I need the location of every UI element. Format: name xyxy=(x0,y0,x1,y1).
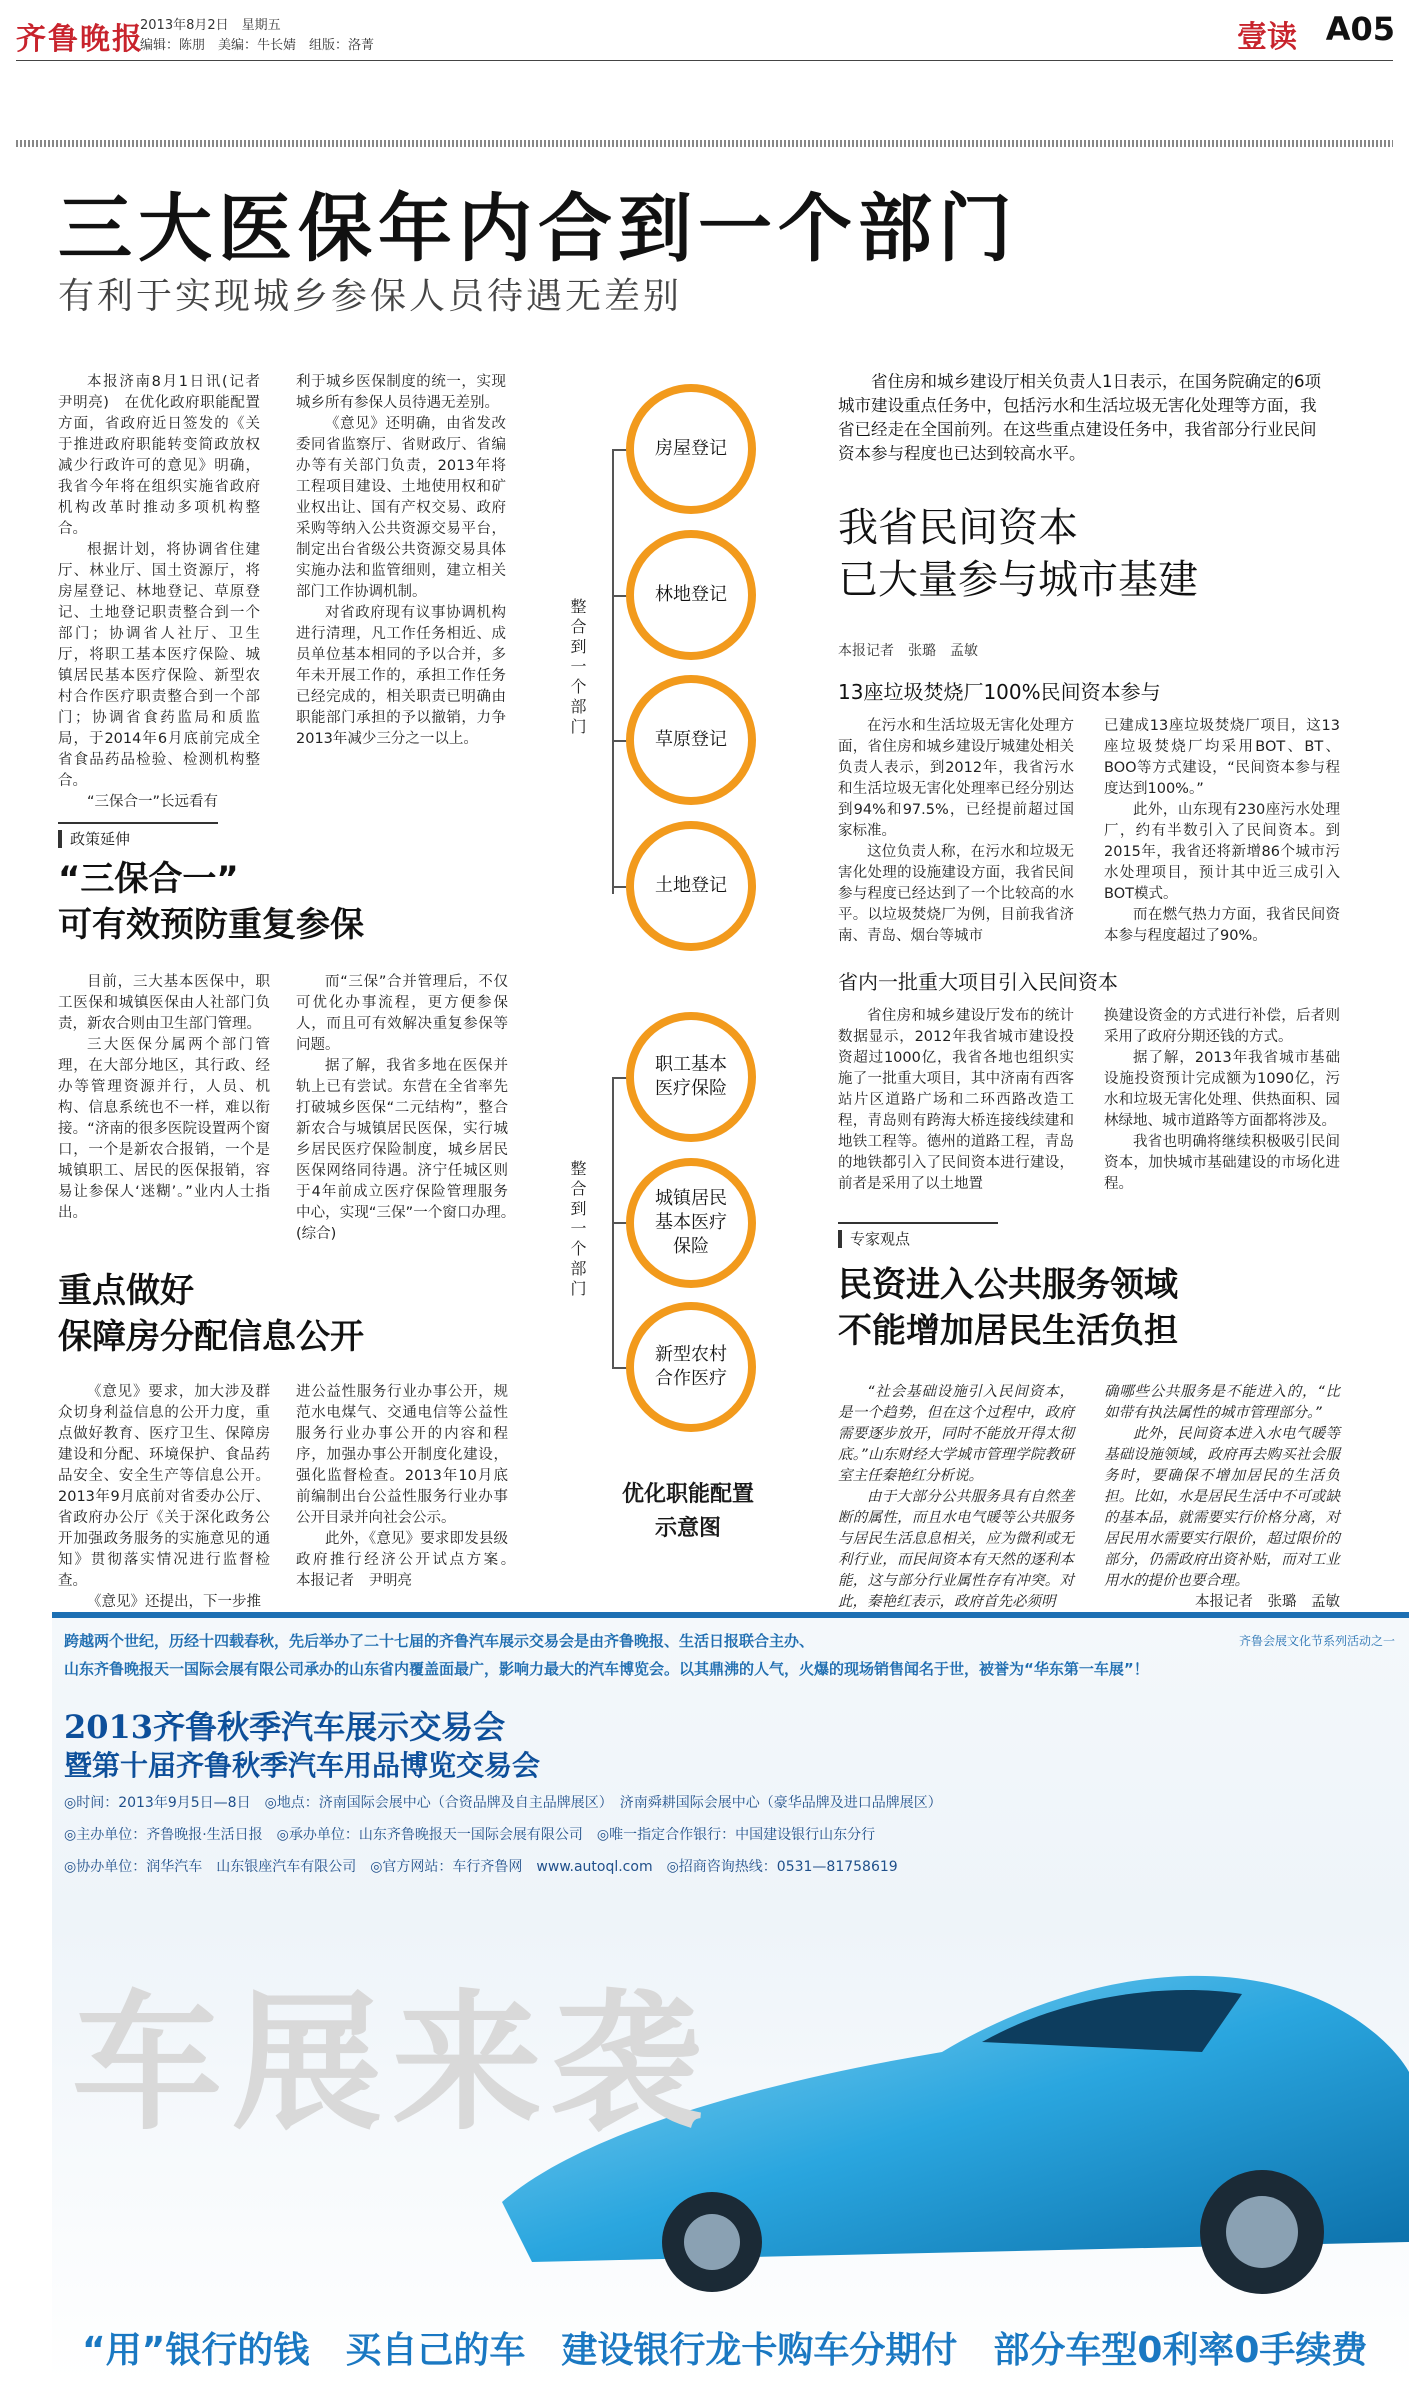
right-sub1-col1 xyxy=(838,716,1074,947)
paragraph: 我省也明确将继续积极吸引民间资本，加快城市基础建设的市场化进程。 xyxy=(1104,1134,1340,1192)
circle-employee-medical-insurance xyxy=(626,1012,756,1142)
ad-info-contact: ◎协办单位：润华汽车 山东银座汽车有限公司 ◎官方网站：车行齐鲁网 www.autoql.com ◎招商咨询热线：0531—81758619 xyxy=(64,1859,898,1875)
circle-forest-land-registration: 林地登记 xyxy=(626,530,756,660)
circle-line: 职工基本 xyxy=(655,1054,727,1075)
right-title-line1: 我省民间资本 xyxy=(838,505,1078,551)
sec3-title-line1: 重点做好 xyxy=(58,1271,194,1311)
bracket-group-1 xyxy=(612,450,636,894)
caption-line1: 优化职能配置 xyxy=(621,1482,754,1507)
group2-label: 整合到一个部门 xyxy=(568,1160,587,1300)
sec3-col-1 xyxy=(58,1382,270,1613)
circle-housing-registration: 房屋登记 xyxy=(626,384,756,514)
page-number: A05 xyxy=(1325,10,1395,48)
expert-title-line2: 不能增加居民生活负担 xyxy=(838,1311,1178,1351)
ad-intro-line1: 跨越两个世纪，历经十四载春秋，先后举办了二十七届的齐鲁汽车展示交易会是由齐鲁晚报、生活日报联合主办、 xyxy=(64,1632,815,1650)
ad-bottom-slogan: “用”银行的钱 买自己的车 建设银行龙卡购车分期付 部分车型0利率0手续费 xyxy=(82,2330,1368,2371)
ad-title-1: 2013齐鲁秋季汽车展示交易会 xyxy=(64,1708,506,1746)
subhead-incineration: 13座垃圾焚烧厂100%民间资本参与 xyxy=(838,680,1161,704)
paragraph: 进公益性服务行业办事公开，规范水电煤气、交通电信等公益性服务行业办事公开的内容和程序，加强办事公开制度化建设，强化监督检查。2013年10月底前编制出台公益性服务行业办事公开目录并向社会公示。 xyxy=(296,1384,508,1526)
ad-info-organizers: ◎主办单位：齐鲁晚报·生活日报 ◎承办单位：山东齐鲁晚报天一国际会展有限公司 ◎唯一指定合作银行：中国建设银行山东分行 xyxy=(64,1827,876,1843)
sec2-title xyxy=(58,856,364,948)
article-col-1 xyxy=(58,372,275,813)
caption-line2: 示意图 xyxy=(654,1516,721,1541)
circle-line: 新型农村 xyxy=(655,1344,727,1365)
paragraph: 《意见》还明确，由省发改委同省监察厅、省财政厅、省编办等有关部门负责，2013年将工程项目建设、土地使用权和矿业权出让、国有产权交易、政府采购等纳入公共资源交易平台，制定出台省级公共资源交易具体实施办法和监管细则，建立相关部门工作协调机制。 xyxy=(296,416,506,600)
paragraph: 本报济南8月1日讯(记者 尹明亮) 在优化政府职能配置方面，省政府近日签发的《关于推进政府职能转变简政放权减少行政许可的意见》明确，我省今年将在组织实施省政府机构改革时推动多项机构整合。 xyxy=(58,374,275,537)
paragraph: 由于大部分公共服务具有自然垄断的属性，而且水电气暖等公共服务与居民生活息息相关，应为微利或无利行业，而民间资本有天然的逐利本能，这与部分行业属性存有冲突。对此，秦艳红表示，政府首先必须明 xyxy=(838,1489,1074,1610)
paragraph: 据了解，我省多地在医保并轨上已有尝试。东营在全省率先打破城乡医保“二元结构”，整合新农合与城镇居民医保，实行城乡居民医疗保险制度，城乡居民医保网络同待遇。济宁任城区则于4年前成立医疗保险管理服务中心，实现“三保”一个窗口办理。 (综合) xyxy=(296,1058,523,1242)
top-rule xyxy=(16,60,1393,61)
masthead-meta xyxy=(140,16,374,56)
paragraph: 利于城乡医保制度的统一，实现城乡所有参保人员待遇无差别。 xyxy=(296,374,506,411)
editor-credits: 编辑：陈朋 美编：牛长婧 组版：洛菁 xyxy=(140,38,375,53)
sec2-title-line2: 可有效预防重复参保 xyxy=(58,905,364,945)
right-intro: 省住房和城乡建设厅相关负责人1日表示，在国务院确定的6项城市建设重点任务中，包括污水和生活垃圾无害化处理等方面，我省已经走在全国前列。在这些重点建设任务中，我省部分行业民间资本参与程度也已达到较高水平。 xyxy=(838,372,1321,463)
paragraph: 已建成13座垃圾焚烧厂项目，这13座垃圾焚烧厂均采用BOT、BT、BOO等方式建设，“民间资本参与程度达到100%。” xyxy=(1104,718,1340,797)
main-subhead: 有利于实现城乡参保人员待遇无差别 xyxy=(58,276,683,317)
expert-title-line1: 民资进入公共服务领域 xyxy=(838,1265,1178,1305)
ad-big-slogan: 车展来袭 xyxy=(72,1975,713,2151)
paragraph: 《意见》要求，加大涉及群众切身利益信息的公开力度，重点做好教育、医疗卫生、保障房建设和分配、环境保护、食品药品安全、安全生产等信息公开。2013年9月底前对省委办公厅、省政府办公厅《关于深化政务公开加强政务服务的实施意见的通知》贯彻落实情况进行监督检查。 xyxy=(58,1384,270,1589)
sec2-title-line1: “三保合一” xyxy=(58,859,239,899)
paragraph: 省住房和城乡建设厅发布的统计数据显示，2012年我省城市建设投资超过1000亿，我省各地也组织实施了一批重大项目，其中济南有西客站片区道路广场和二环西路改造工程，青岛则有跨海大桥连接线续建和地铁工程等。德州的道路工程，青岛的地铁都引入了民间资本进行建设，前者是采用了以土地置 xyxy=(838,1008,1074,1192)
right-sub2-col1 xyxy=(838,1006,1074,1195)
ad-title-2: 暨第十届齐鲁秋季汽车用品博览交易会 xyxy=(64,1749,541,1782)
newspaper-logo: 齐鲁晚报 xyxy=(16,22,144,57)
policy-extension-label: 政策延伸 xyxy=(58,822,218,849)
sec3-title-line2: 保障房分配信息公开 xyxy=(58,1317,364,1357)
circle-line: 合作医疗 xyxy=(655,1368,727,1389)
right-byline: 本报记者 张璐 孟敏 xyxy=(838,643,978,659)
paragraph: 此外，山东现有230座污水处理厂，约有半数引入了民间资本。到2015年，我省还将新增86个城市污水处理项目，预计其中近三成引入BOT模式。 xyxy=(1104,802,1340,902)
circle-grassland-registration: 草原登记 xyxy=(626,675,756,805)
paragraph: 换建设资金的方式进行补偿，后者则采用了政府分期还钱的方式。 xyxy=(1104,1008,1340,1045)
right-sub2-col2 xyxy=(1104,1006,1340,1195)
issue-date: 2013年8月2日 星期五 xyxy=(140,18,281,33)
paragraph: 三大医保分属两个部门管理，在大部分地区，其行政、经办等管理资源并行，人员、机构、信息系统也不一样，难以衔接。“济南的很多医院设置两个窗口，一个是新农合报销，一个是城镇职工、居民的医保报销，容易让参保人‘迷糊’。”业内人士指出。 xyxy=(58,1037,270,1221)
paragraph: 确哪些公共服务是不能进入的，“比如带有执法属性的城市管理部分。” xyxy=(1104,1384,1340,1421)
sec3-col-2 xyxy=(296,1382,537,1592)
paragraph: 目前，三大基本医保中，职工医保和城镇医保由人社部门负责，新农合则由卫生部门管理。 xyxy=(58,974,270,1032)
sec2-col-2 xyxy=(296,972,523,1245)
dotted-rule xyxy=(16,140,1393,147)
circle-rural-cooperative-medical xyxy=(626,1302,756,1432)
car-expo-advertisement[interactable] xyxy=(52,1612,1409,2383)
sec2-col-1 xyxy=(58,972,270,1224)
group1-label: 整合到一个部门 xyxy=(568,598,587,738)
right-title xyxy=(838,502,1198,606)
paragraph: “社会基础设施引入民间资本，是一个趋势，但在这个过程中，政府需要逐步放开，同时不能放开得太彻底。”山东财经大学城市管理学院教研室主任秦艳红分析说。 xyxy=(838,1384,1074,1484)
circle-line: 保险 xyxy=(673,1236,709,1257)
expert-col1 xyxy=(838,1382,1074,1613)
byline: 本报记者 张璐 孟敏 xyxy=(1195,1594,1340,1610)
sec3-title xyxy=(58,1268,364,1360)
paragraph: “三保合一”长远看有 xyxy=(87,794,219,810)
circle-line: 城镇居民 xyxy=(655,1188,727,1209)
paragraph: 这位负责人称，在污水和垃圾无害化处理的设施建设方面，我省民间参与程度已经达到了一个比较高的水平。以垃圾焚烧厂为例，目前我省济南、青岛、烟台等城市 xyxy=(838,844,1074,944)
ad-info-time-place: ◎时间：2013年9月5日—8日 ◎地点：济南国际会展中心（合资品牌及自主品牌展区） 济南舜耕国际会展中心（豪华品牌及进口品牌展区） xyxy=(64,1795,942,1811)
circle-urban-resident-insurance xyxy=(626,1158,756,1288)
section-label: 壹读 xyxy=(1237,20,1297,55)
paragraph: 而在燃气热力方面，我省民间资本参与程度超过了90%。 xyxy=(1104,907,1340,944)
ad-intro-line2: 山东齐鲁晚报天一国际会展有限公司承办的山东省内覆盖面最广，影响力最大的汽车博览会。以其鼎沸的人气，火爆的现场销售闻名于世，被誉为“华东第一车展”！ xyxy=(64,1660,1149,1678)
paragraph: 而“三保”合并管理后，不仅可优化办事流程，更方便参保人，而且可有效解决重复参保等问题。 xyxy=(296,974,508,1053)
ad-top-bar xyxy=(52,1612,1409,1618)
expert-title xyxy=(838,1262,1178,1354)
circle-line: 医疗保险 xyxy=(655,1078,727,1099)
diagram-caption xyxy=(570,1478,806,1546)
paragraph: 对省政府现有议事协调机构进行清理，凡工作任务相近、成员单位基本相同的予以合并，多年未开展工作的，承担工作任务已经完成的，相关职责已明确由职能部门承担的予以撤销，力争2013年减少三分之一以上。 xyxy=(296,605,506,747)
circle-land-registration: 土地登记 xyxy=(626,821,756,951)
ad-series-label: 齐鲁会展文化节系列活动之一 xyxy=(1238,1634,1395,1648)
article-col-2 xyxy=(296,372,506,750)
expert-col2 xyxy=(1104,1382,1340,1613)
paragraph: 《意见》还提出，下一步推 xyxy=(87,1594,261,1610)
paragraph: 据了解，2013年我省城市基础设施投资预计完成额为1090亿，污水和垃圾无害化处理、供热面积、园林绿地、城市道路等方面都将涉及。 xyxy=(1104,1050,1340,1129)
right-sub1-col2 xyxy=(1104,716,1340,947)
paragraph: 根据计划，将协调省住建厅、林业厅、国土资源厅，将房屋登记、林地登记、草原登记、土地登记职责整合到一个部门；协调省人社厅、卫生厅，将职工基本医疗保险、城镇居民基本医疗保险、新型农村合作医疗职责整合到一个部门；协调省食药监局和质监局，于2014年6月底前完成全省食品药品检验、检测机构整合。 xyxy=(58,542,260,789)
right-title-line2: 已大量参与城市基建 xyxy=(838,557,1198,603)
paragraph: 此外，《意见》要求即发县级政府推行经济公开试点方案。 本报记者 尹明亮 xyxy=(296,1531,537,1589)
subhead-major-projects: 省内一批重大项目引入民间资本 xyxy=(838,970,1118,994)
paragraph: 在污水和生活垃圾无害化处理方面，省住房和城乡建设厅城建处相关负责人表示，到2012年，我省污水和生活垃圾无害化处理率已经分别达到94%和97.5%，已经提前超过国家标准。 xyxy=(838,718,1074,839)
main-headline: 三大医保年内合到一个部门 xyxy=(58,186,1018,272)
expert-opinion-label: 专家观点 xyxy=(838,1222,998,1249)
circle-line: 基本医疗 xyxy=(655,1212,727,1233)
paragraph: 此外，民间资本进入水电气暖等基础设施领域，政府再去购买社会服务时，要确保不增加居民的生活负担。比如，水是居民生活中不可或缺的基本品，就需要实行价格分离，对居民用水需要实行限价，超过限价的部分，仍需政府出资补贴，而对工业用水的提价也要合理。 xyxy=(1104,1426,1340,1589)
